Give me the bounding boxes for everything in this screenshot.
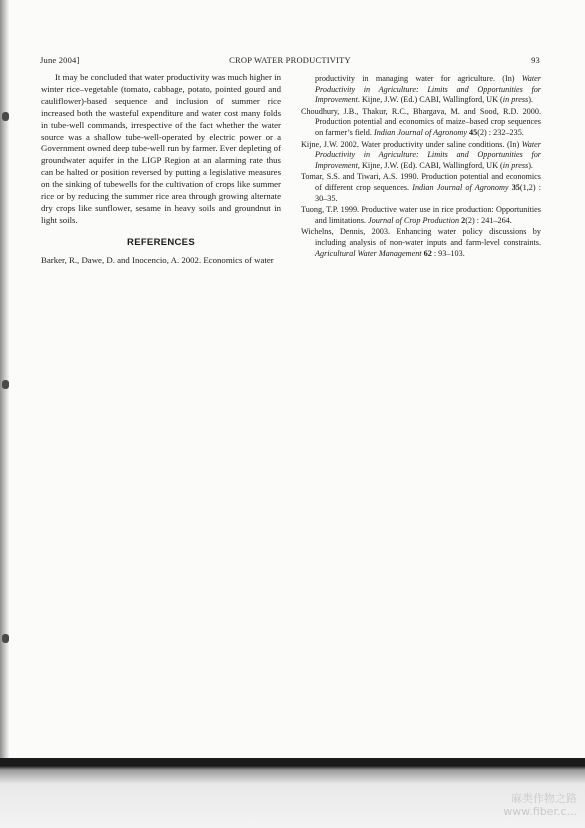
binder-hole-mark <box>2 380 9 389</box>
running-header <box>40 55 540 69</box>
reference-entry: Choudhury, J.B., Thakur, R.C., Bhargava, M. and Sood, R.D. 2000. Production potential and economics of maize–based crop sequences on farmer’s field. Indian Journal of Agronomy 45(2) : 232–235. <box>301 106 541 137</box>
page-number: 93 <box>531 55 540 65</box>
binder-hole-mark <box>2 112 9 121</box>
left-column <box>41 72 281 268</box>
issue-date: June 2004] <box>40 55 80 65</box>
reference-entry: Wichelns, Dennis, 2003. Enhancing water policy discussions by including analysis of non-water inputs and farm-level constraints. Agricultural Water Management 62 : 93–103. <box>301 227 541 258</box>
reference-entry-continued: productivity in managing water for agriculture. (In) Water Productivity in Agriculture: Limits and Opportunities for Improvement. Kijne, J.W. (Ed.) CABI, Wallingford, UK (in press). <box>315 74 541 105</box>
references-heading: REFERENCES <box>127 236 195 248</box>
reference-entry: Tuong, T.P. 1999. Productive water use in rice production: Opportunities and limitations. Journal of Crop Production 2(2) : 241–264. <box>301 205 541 225</box>
reference-entry: Barker, R., Dawe, D. and Inocencio, A. 2002. Economics of water <box>41 254 274 265</box>
binder-hole-mark <box>2 634 9 643</box>
conclusion-paragraph: It may be concluded that water productivity was much higher in winter rice–vegetable (tomato, cabbage, potato, pointed gourd and cauliflower)-based sequence and inclusion of summer rice increased both the wasteful expenditure and water cost many folds in tube-well commands, irrespective of the fact whether the water source was a shallow tube-well-operated by electric power or a Government owned deep tube-well run by farmer. Ever depleting of groundwater aquifer in the LIGP Region at an alarming rate thus can be halted or position reversed by putting a legislative measures on the sinking of tubewells for the cultivation of crops like summer rice or by reducing the summer rice area through growing alternate dry crops like sunflower, sesame in heavy soils and groundnut in light soils. <box>41 72 281 225</box>
scan-bottom-shadow <box>0 758 585 828</box>
site-watermark: 麻类作物之路 www.fiber.c... <box>503 792 577 818</box>
right-column <box>301 74 541 260</box>
running-title: CROP WATER PRODUCTIVITY <box>229 55 351 65</box>
reference-entry: Kijne, J.W. 2002. Water productivity under saline conditions. (In) Water Productivity in Agriculture: Limits and Opportunities for Improvement, Kijne, J.W. (Ed). CABI, Wallingford, UK (in press). <box>301 139 541 170</box>
reference-entry: Tomar, S.S. and Tiwari, A.S. 1990. Production potential and economics of different crop sequences. Indian Journal of Agronomy 35(1,2) : 30–35. <box>301 172 541 203</box>
